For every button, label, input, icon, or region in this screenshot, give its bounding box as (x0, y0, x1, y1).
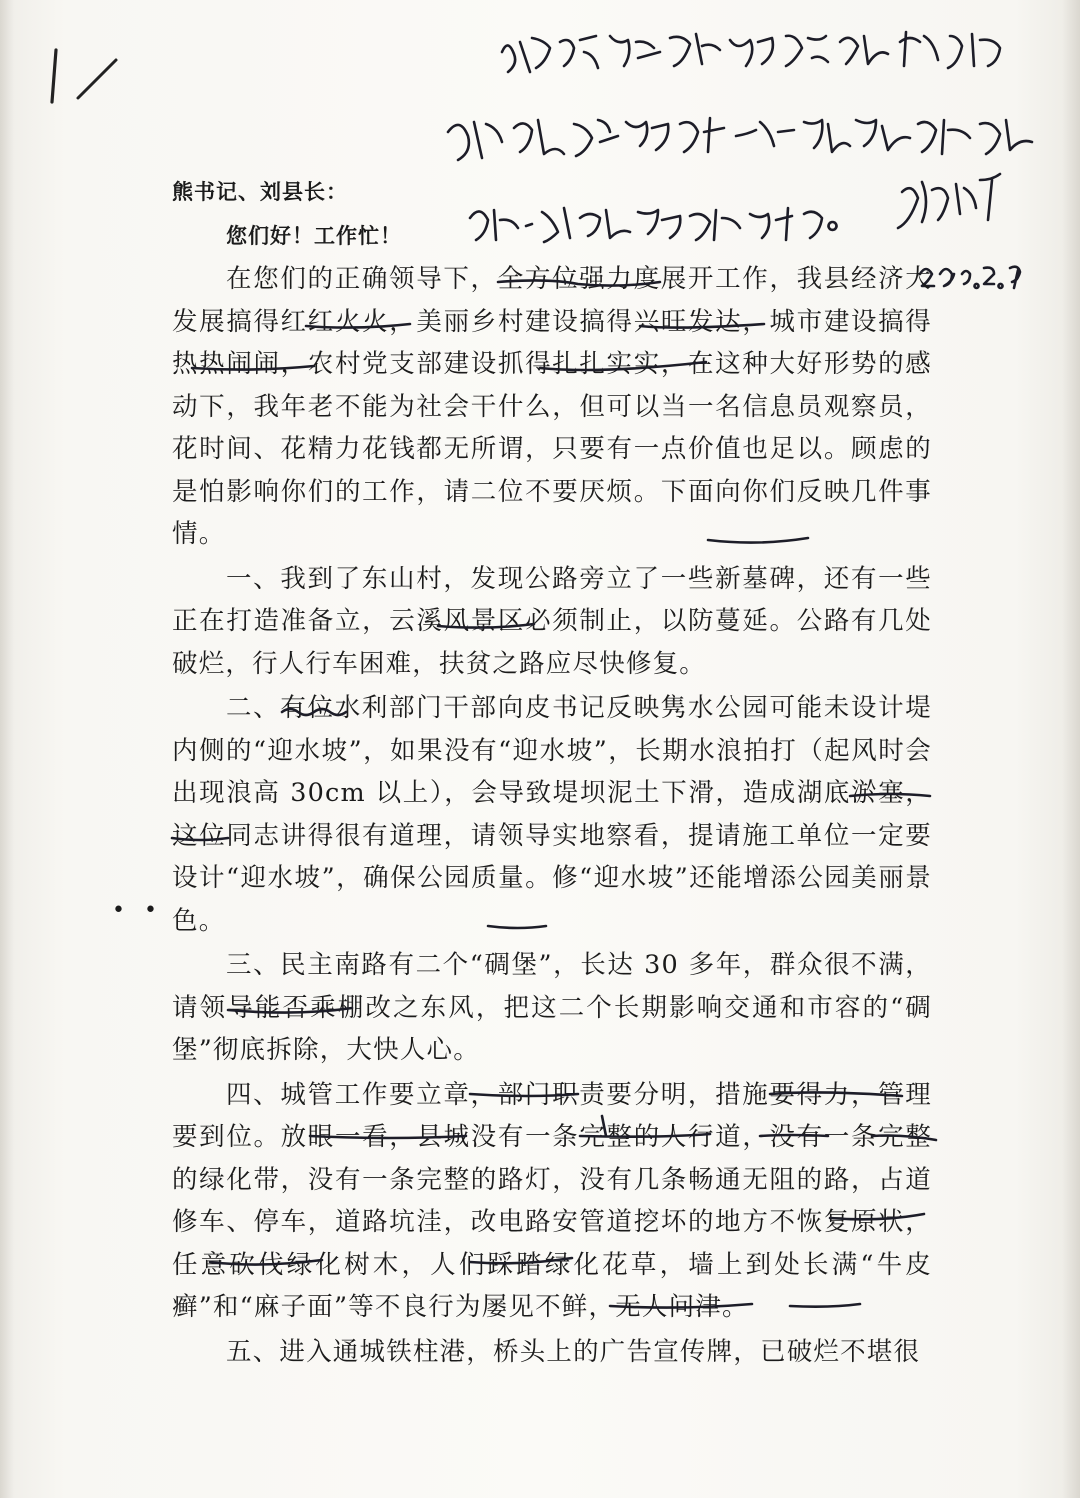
paragraph-item-5: 五、进入通城铁柱港，桥头上的广告宣传牌，已破烂不堪很 (226, 1336, 921, 1367)
paragraph-item-1: 一、我到了东山村，发现公路旁立了一些新墓碑，还有一些正在打造准备立，云溪风景区必须制止，以防蔓延。公路有几处破烂，行人行车困难，扶贫之路应尽快修复。 (172, 563, 932, 679)
annotation-line-2 (440, 27, 1060, 42)
page-number-mark (38, 40, 128, 130)
annotation-date (440, 72, 1060, 83)
annotation-line-1 (440, 12, 1060, 27)
scan-edge-shadow-left (0, 0, 14, 1498)
letter-body (172, 170, 932, 1373)
paragraph-item-4: 四、城管工作要立章，部门职责要分明，措施要得力，管理要到位。放眼一看，县城没有一条完整的人行道，没有一条完整的绿化带，没有一条完整的路灯，没有几条畅通无阻的路，占道修车、停车，道路坑洼，改电路安管道挖坏的地方不恢复原状，任意砍伐绿化树木，人们踩踏绿化花草，墙上到处长满“牛皮癣”和“麻子面”等不良行为屡见不鲜，无人问津。 (172, 1079, 932, 1322)
paragraph-item-2: 二、有位水利部门干部向皮书记反映隽水公园可能未设计堤内侧的“迎水坡”，如果没有“迎水坡”，长期水浪拍打（起风时会出现浪高 30cm 以上），会导致堤坝泥土下滑，造成湖底淤塞，这位同志讲得很有道理，请领导实地察看，提请施工单位一定要设计“迎水坡”，确保公园质量。修“迎水坡”还能增添公园美丽景色。 (172, 693, 932, 936)
paragraph-item-3: 三、民主南路有二个“碉堡”，长达 30 多年，群众很不满，请领导能否乘棚改之东风，把这二个长期影响交通和市容的“碉堡”彻底拆除，大快人心。 (172, 950, 932, 1065)
letter-greeting: 您们好！工作忙！ (226, 224, 402, 248)
paragraph-intro: 在您们的正确领导下，全方位强力度展开工作，我县经济大发展搞得红红火火，美丽乡村建设搞得兴旺发达，城市建设搞得热热闹闹，农村党支部建设抓得扎扎实实，在这种大好形势的感动下，我年老不能为社会干什么，但可以当一名信息员观察员，花时间、花精力花钱都无所谓，只要有一点价值也足以。顾虑的是怕影响你们的工作，请二位不要厌烦。下面向你们反映几件事情。 (172, 264, 932, 549)
annotation-line-3 (440, 42, 1060, 57)
letter-salutation: 熊书记、刘县长： (172, 180, 348, 204)
scan-edge-shadow-right (1062, 0, 1080, 1498)
annotation-signature (440, 57, 1060, 72)
margin-dots: • • (112, 898, 163, 923)
